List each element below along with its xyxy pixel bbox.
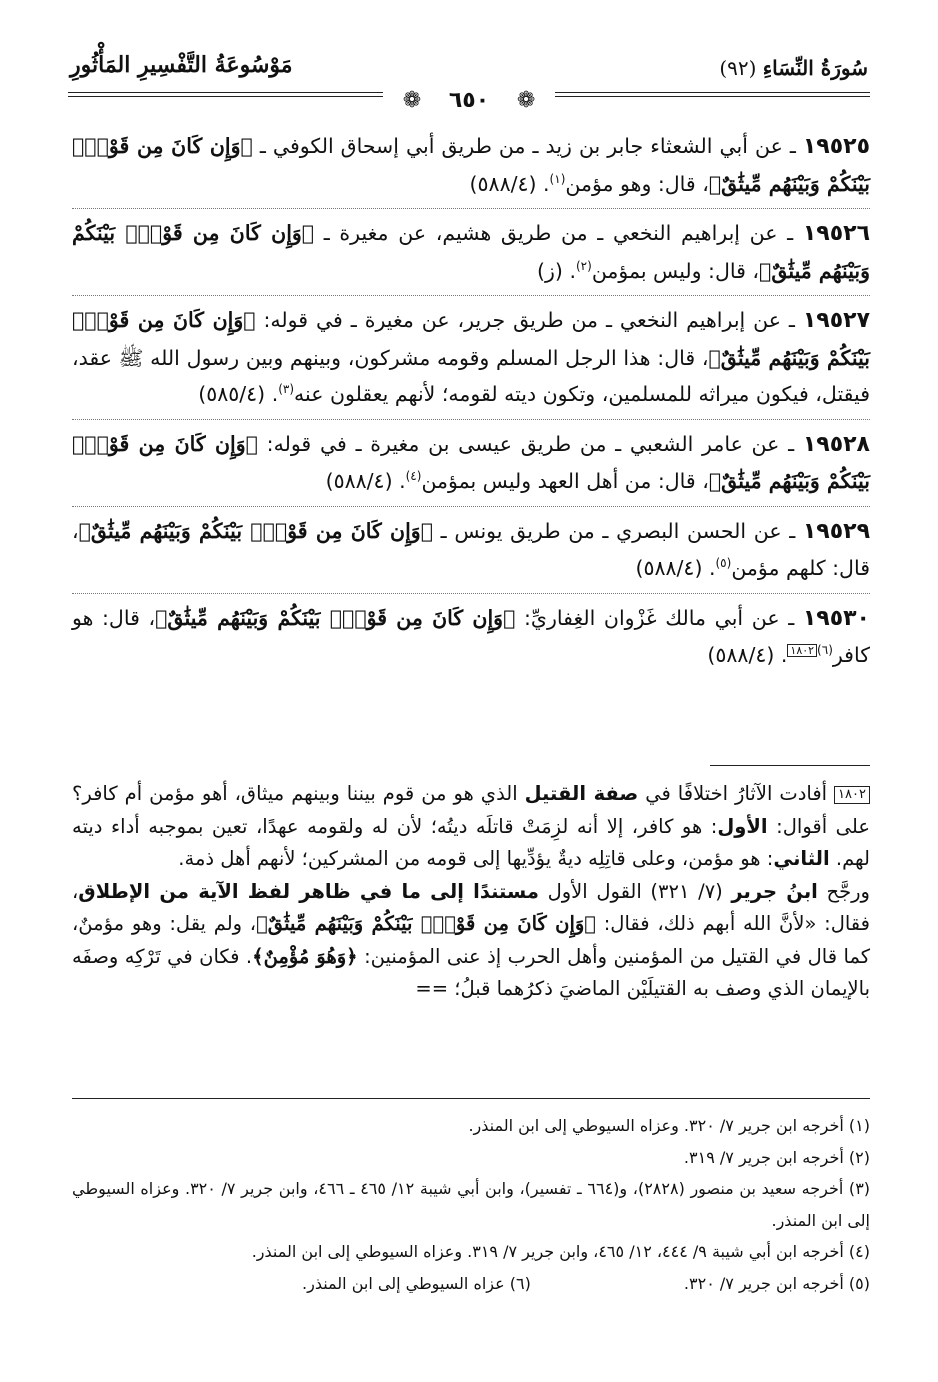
entry-chain: ـ عن أبي الشعثاء جابر بن زيد ـ من طريق أبي إسحاق الكوفي ـ [252, 134, 803, 158]
athar-entry [72, 600, 870, 680]
footnote-rule [72, 1098, 870, 1099]
verse-number: (٩٢) [719, 56, 757, 80]
commentary-text: أفادت الآثارُ اختلافًا في [638, 782, 835, 805]
commentary-text: (٧/ ٣٢١) القول الأول [538, 879, 732, 903]
footnote: (٦) عزاه السيوطي إلى ابن المنذر. [302, 1273, 531, 1293]
entry-number: ١٩٥٣٠ [802, 605, 870, 631]
entry-number: ١٩٥٢٥ [802, 134, 871, 159]
commentary-paragraph [72, 876, 870, 1006]
quran-verse: ﴿وَإِن كَانَ مِن قَوْمِۭ بَيْنَكُمْ وَبَيْنَهُم مِّيثَٰقٌ﴾ [72, 431, 870, 493]
footnote-ref: (٥) [715, 556, 732, 571]
quran-verse: ﴿وَإِن كَانَ مِن قَوْمِۭ بَيْنَكُمْ وَبَيْنَهُم مِّيثَٰقٌ﴾ [72, 308, 870, 370]
volume-ref: (ز) [537, 258, 563, 283]
entry-text: ، قال: وهو مؤمن [565, 171, 709, 196]
commentary-number-box: ١٨٠٢ [834, 786, 870, 804]
footnote: (٤) أخرجه ابن أبي شيبة ٩/ ٤٤٤، ١٢/ ٤٦٥، وابن جرير ٧/ ٣١٩. وعزاه السيوطي إلى ابن المنذر. [251, 1242, 870, 1261]
commentary-text: الذي هو من قوم بيننا وبينهم ميثاق، أهو مؤمن أم كافر؟ على أقوال: [72, 782, 871, 838]
commentary-text: . فكان في تَرْكِه وصفَه بالإيمان الذي وصف به القتيلَيْن الماضيَ ذكرُهما قبلُ؛ == [72, 944, 870, 1000]
athar-entry [72, 128, 870, 209]
quran-verse: ﴿وَإِن كَانَ مِن قَوْمِۭ بَيْنَكُمْ وَبَيْنَهُم مِّيثَٰقٌ﴾ [256, 912, 596, 935]
commentary-bold: صفة القتيل [524, 782, 639, 805]
footnote-ref: (٦) [817, 643, 833, 658]
entry-text: ، قال: وليس بمؤمن [591, 258, 760, 283]
entry-chain: ـ عن إبراهيم النخعي ـ من طريق جرير، عن مغيرة ـ في قوله: [255, 308, 803, 332]
book-title: مَوْسُوعَةُ التَّفْسِيرِ المَأْثُورِ [70, 52, 293, 78]
quran-verse: ﴿وَإِن كَانَ مِن قَوْمِۭ بَيْنَكُمْ وَبَيْنَهُم مِّيثَٰقٌ﴾ [72, 221, 870, 283]
footnote-ref: (١) [549, 171, 566, 186]
quran-verse: ﴿وَإِن كَانَ مِن قَوْمِۭ بَيْنَكُمْ وَبَيْنَهُم مِّيثَٰقٌ﴾ [78, 518, 434, 543]
footnotes [72, 1110, 870, 1299]
commentary-text: ، ولم يقل: وهو مؤمنٌ، كما قال في القتيل من المؤمنين وأهل الحرب إذ عنى المؤمنين: [72, 912, 870, 968]
quran-verse: ﴿وَهُوَ مُؤْمِنٌ﴾ [252, 944, 358, 968]
commentary-bold: مستندًا إلى ما في ظاهر لفظ الآية من الإطلاق [78, 879, 539, 903]
entry-tail: . [392, 469, 406, 493]
commentary-paragraph [72, 778, 870, 876]
commentary-text: : هو مؤمن، وعلى قاتِلِه ديةٌ يؤدِّيها إلى قومه من المشركين؛ لأنهم أهل ذمة. [178, 847, 774, 870]
entry-number: ١٩٥٢٨ [802, 431, 870, 457]
volume-ref: (٥٨٥/٤) [198, 382, 266, 406]
volume-ref: (٥٨٨/٤) [707, 643, 775, 667]
entry-number: ١٩٥٢٧ [802, 308, 870, 333]
volume-ref: (٥٨٨/٤) [635, 556, 703, 580]
entry-tail: . [536, 171, 550, 196]
entry-text: ، قال: كلهم مؤمن [72, 518, 870, 580]
athar-entry [72, 215, 870, 296]
quran-verse: ﴿وَإِن كَانَ مِن قَوْمِۭ بَيْنَكُمْ وَبَيْنَهُم مِّيثَٰقٌ﴾ [155, 605, 516, 630]
commentary-bold: ابنُ جرير [731, 879, 818, 903]
commentary-block [72, 778, 870, 1006]
ornament-icon: ❁ [507, 88, 545, 113]
entry-tail: . [265, 382, 279, 406]
entry-chain: ـ عن عامر الشعبي ـ من طريق عيسى بن مغيرة ـ في قوله: [257, 431, 803, 456]
footnote-row [72, 1268, 870, 1300]
footnote: (٣) أخرجه سعيد بن منصور (٢٨٢٨)، و(٦٦٤ ـ تفسير)، وابن أبي شيبة ١٢/ ٤٦٥ ـ ٤٦٦، وابن جرير ٧/ ٣٢٠. وعزاه السيوطي إلى ابن المنذر. [72, 1179, 871, 1230]
volume-ref: (٥٨٨/٤) [325, 469, 393, 493]
entry-text: ، قال: من أهل العهد وليس بمؤمن [421, 469, 709, 493]
footnote-ref: (٤) [405, 469, 422, 484]
entry-number: ١٩٥٢٦ [802, 221, 870, 246]
entry-text: ، قال: هذا الرجل المسلم وقومه مشركون، وبينهم وبين رسول الله ﷺ عقد، فيقتل، فيكون ميراثه للمسلمين، وتكون ديته لقومه؛ لأنهم يعقلون عنه [72, 345, 870, 406]
quran-verse: ﴿وَإِن كَانَ مِن قَوْمِۭ بَيْنَكُمْ وَبَيْنَهُم مِّيثَٰقٌ﴾ [72, 134, 870, 196]
surah-header [719, 56, 868, 80]
commentary-text: ورجَّح [817, 879, 870, 903]
entry-number: ١٩٥٢٩ [802, 518, 870, 544]
footnote-ref: (٣) [278, 382, 295, 397]
footnote-ref: (٢) [575, 258, 592, 273]
entry-tail: . [774, 643, 788, 667]
page-number-bar [0, 88, 938, 113]
commentary-text: : هو كافر، إلا أنه لزِمَتْ قاتلَه ديتُه؛ لأن له ولقومه عهدًا، تعين بموجبه أداء ديته لهم. [72, 814, 870, 870]
commentary-bold: الثاني [773, 847, 830, 870]
footnote: (٢) أخرجه ابن جرير ٧/ ٣١٩. [683, 1147, 870, 1167]
entry-chain: ـ عن إبراهيم النخعي ـ من طريق هشيم، عن مغيرة ـ [314, 221, 803, 245]
entry-tail: . [702, 556, 716, 580]
entry-text: ، قال: هو كافر [72, 605, 870, 667]
surah-name: سُورَةُ النِّسَاءِ [762, 56, 868, 80]
footnote: (٥) أخرجه ابن جرير ٧/ ٣٢٠. [683, 1273, 870, 1293]
commentary-ref-box: ١٨٠٢ [787, 644, 817, 657]
commentary-text: ، فقال: «لأنَّ الله أبهم ذلك، فقال: [72, 879, 870, 935]
page-number-box [383, 88, 556, 113]
commentary-bold: الأول [717, 814, 768, 838]
entry-chain: ـ عن الحسن البصري ـ من طريق يونس ـ [433, 518, 803, 543]
page-number: ٦٥٠ [439, 88, 499, 113]
athar-entry [72, 426, 870, 507]
entry-tail: . [562, 258, 576, 283]
volume-ref: (٥٨٨/٤) [469, 171, 537, 196]
ornament-icon: ❁ [393, 88, 431, 113]
athar-entry [72, 513, 870, 594]
main-text [72, 128, 870, 686]
athar-entry [72, 302, 870, 420]
footnote: (١) أخرجه ابن جرير ٧/ ٣٢٠. وعزاه السيوطي إلى ابن المنذر. [468, 1116, 870, 1135]
entry-chain: ـ عن أبي مالك غَزْوان الغِفاريِّ: [515, 605, 803, 630]
commentary-rule [710, 765, 870, 766]
